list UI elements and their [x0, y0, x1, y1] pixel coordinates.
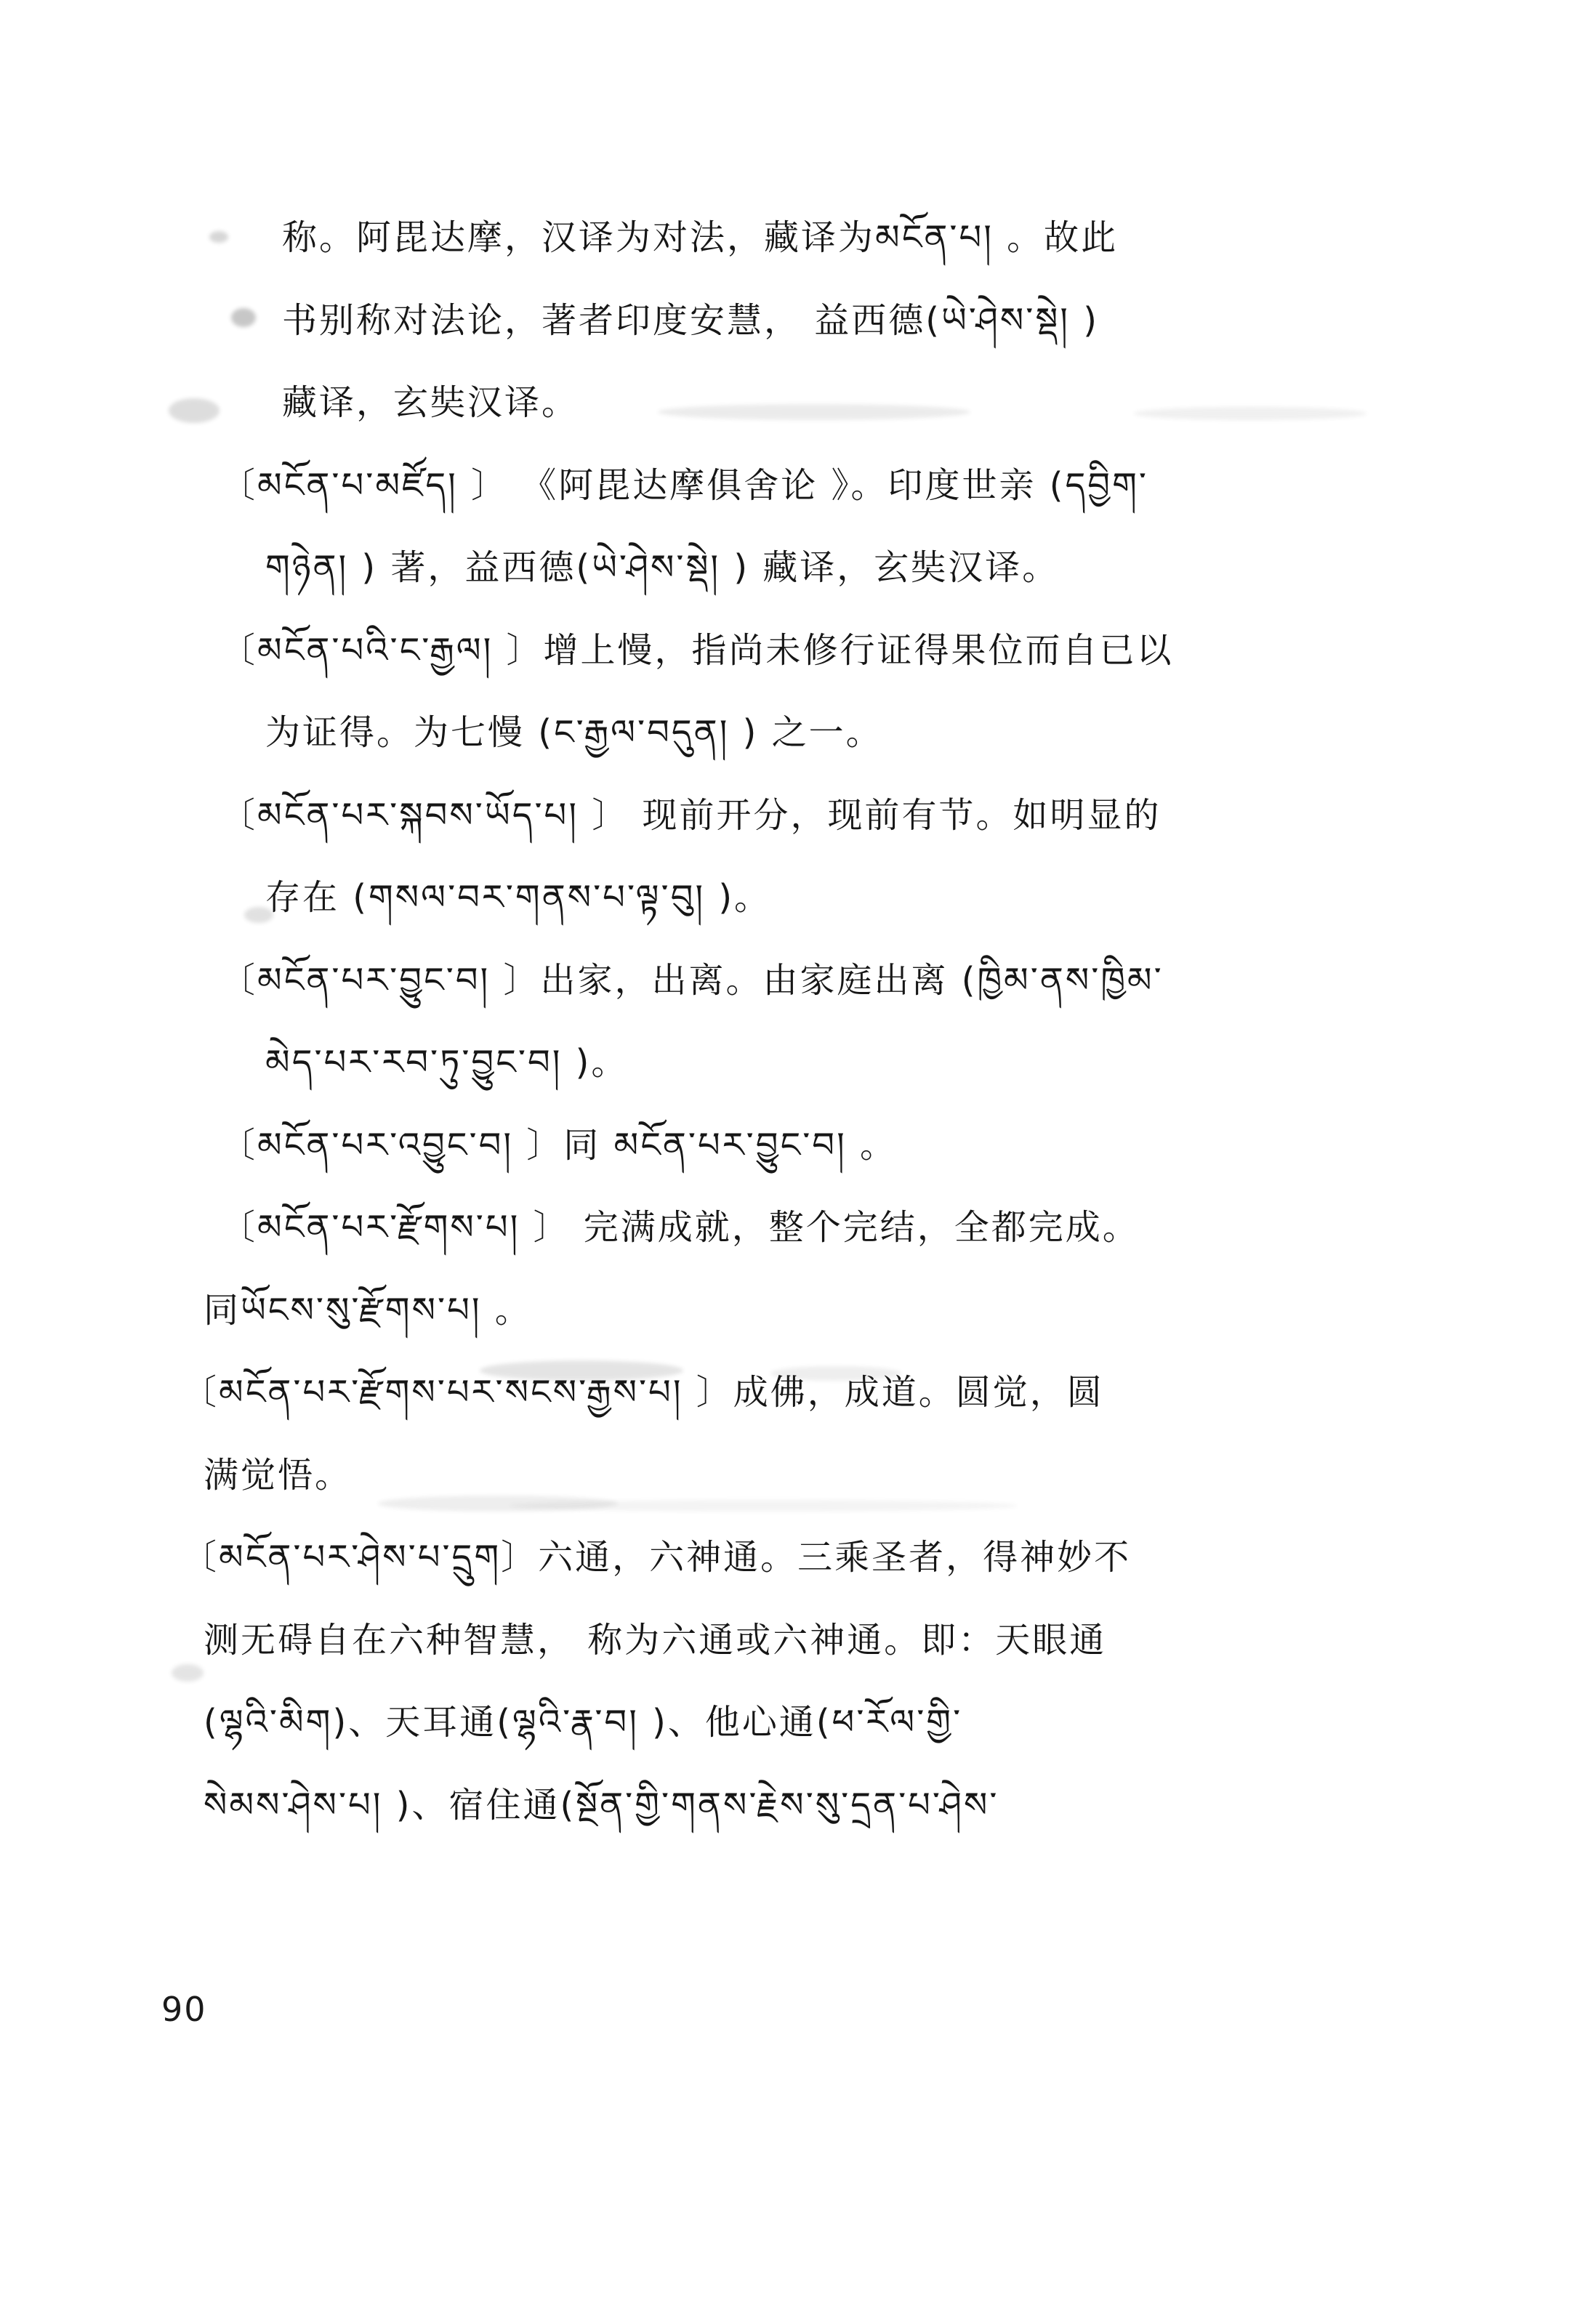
- scan-noise: [244, 907, 273, 923]
- text-line: 满觉悟。: [204, 1455, 353, 1496]
- text-line: 为证得。为七慢 (ང་རྒྱལ་བདུན། ) 之一。: [265, 712, 883, 753]
- text-line: གཉེན། ) 著，益西德(ཡེ་ཤེས་སྡེ། ) 藏译，玄奘汉译。: [265, 547, 1060, 588]
- scan-noise: [770, 1366, 901, 1381]
- entry-line: 〔མངོན་པར་འབྱུང་བ། 〕同 མངོན་པར་བྱུང་བ། 。: [220, 1125, 897, 1166]
- text-line: (ལྷའི་མིག)、天耳通(ལྷའི་རྣ་བ། )、他心通(ཕ་རོལ་གྱི་: [204, 1702, 963, 1743]
- text-line: 测无碍自在六种智慧， 称为六通或六神通。即：天眼通: [204, 1620, 1107, 1661]
- entry-line: 〔མངོན་པར་བྱུང་བ། 〕出家，出离。由家庭出离 (ཁྱིམ་ནས་ཁྱིམ་: [220, 960, 1164, 1001]
- text-line: 同ཡོངས་སུ་རྫོགས་པ། 。: [204, 1290, 532, 1331]
- entry-line: 〔མངོན་པར་རྫོགས་པར་སངས་རྒྱས་པ། 〕成佛，成道。圆觉，圆: [182, 1372, 1104, 1413]
- page-number: 90: [161, 1990, 207, 2029]
- entry-line: 〔མངོན་པར་རྫོགས་པ། 〕 完满成就，整个完结，全都完成。: [220, 1207, 1140, 1248]
- entry-line: 〔མངོན་པའི་ང་རྒྱལ། 〕增上慢，指尚未修行证得果位而自已以: [220, 630, 1174, 671]
- text-line: 存在 (གསལ་བར་གནས་པ་ལྟ་བུ། )。: [265, 877, 772, 918]
- scan-noise: [209, 231, 228, 243]
- entry-line: 〔མངོན་པར་ཤེས་པ་དྲུག〕六通，六神通。三乘圣者，得神妙不: [182, 1537, 1132, 1578]
- text-line: 藏译，玄奘汉译。: [282, 382, 579, 423]
- scan-noise: [658, 404, 970, 420]
- text-line: 书别称对法论，著者印度安慧， 益西德(ཡེ་ཤེས་སྡེ། ): [282, 300, 1099, 341]
- scan-noise: [480, 1360, 683, 1381]
- text-line: སེམས་ཤེས་པ། )、宿住通(སྔོན་གྱི་གནས་རྗེས་སུ་དྲན་པ་ཤེས་: [204, 1785, 999, 1825]
- entry-line: 〔མངོན་པ་མཛོད། 〕 《阿毘达摩俱舍论 》。印度世亲 (དབྱིག་: [220, 465, 1148, 506]
- scan-noise: [1134, 407, 1366, 420]
- entry-line: 〔མངོན་པར་སྐབས་ཡོད་པ། 〕 现前开分，现前有节。如明显的: [220, 795, 1162, 836]
- scan-noise: [172, 1664, 204, 1682]
- text-line: མེད་པར་རབ་ཏུ་བྱུང་བ། )。: [265, 1042, 629, 1083]
- scan-noise: [169, 398, 220, 423]
- scan-noise: [509, 1500, 1018, 1512]
- scan-noise: [231, 308, 256, 327]
- text-line: 称。阿毘达摩，汉译为对法，藏译为མངོན་པ། 。故此: [282, 217, 1119, 258]
